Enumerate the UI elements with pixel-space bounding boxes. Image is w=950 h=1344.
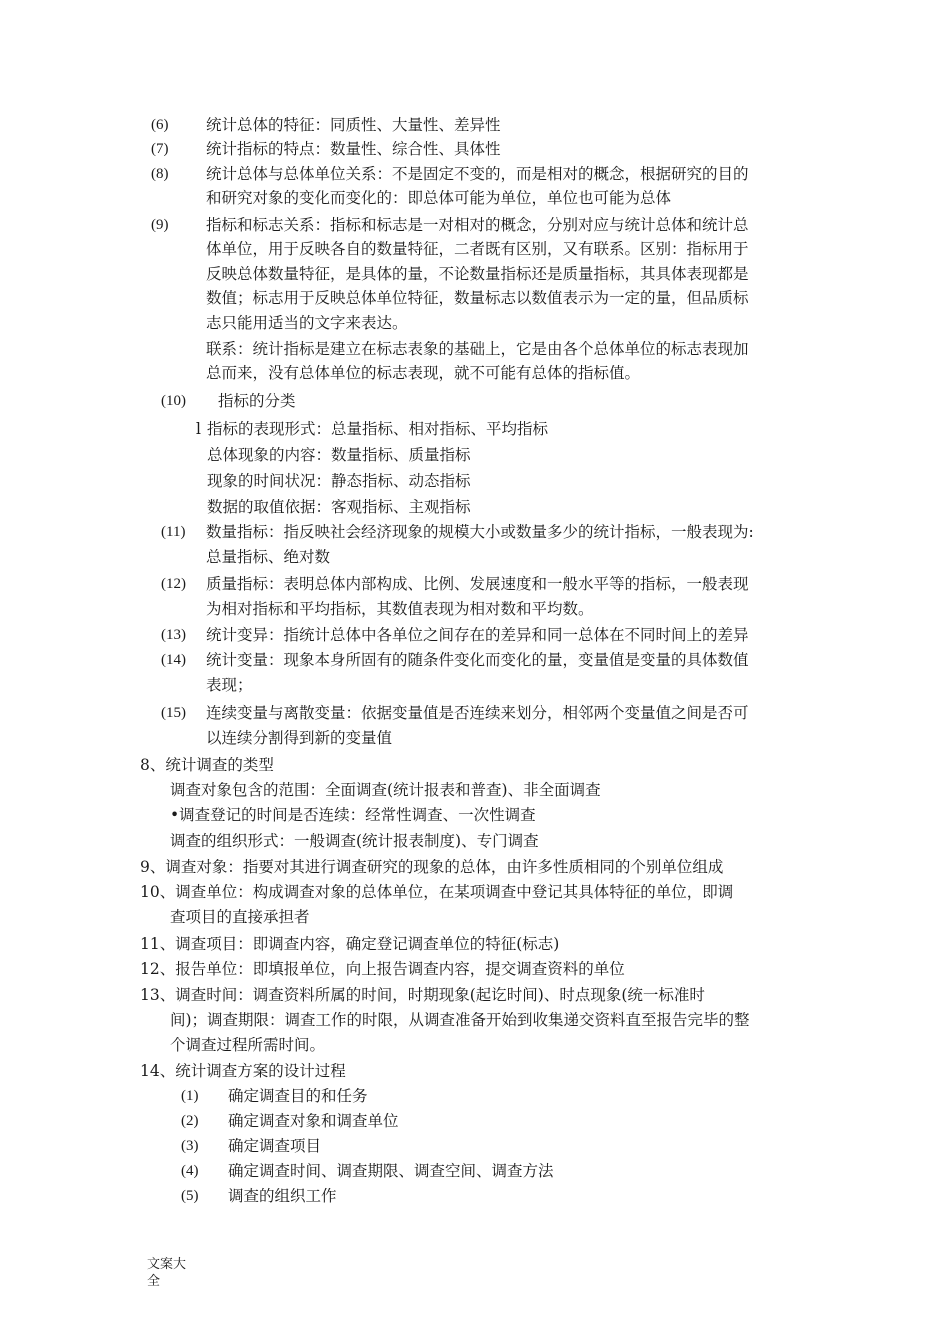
item-text-line: 统计总体与总体单位关系：不是固定不变的，而是相对的概念，根据研究的目的 — [206, 165, 749, 183]
step-text: 确定调查目的和任务 — [228, 1087, 368, 1105]
item-title: 指标的分类 — [218, 392, 296, 410]
step-number: (1) — [181, 1088, 199, 1104]
item-number: (13) — [161, 627, 186, 643]
item-text-line: 统计变量：现象本身所固有的随条件变化而变化的量，变量值是变量的具体数值 — [206, 651, 749, 669]
item-number: (12) — [161, 576, 186, 592]
section-heading: 9、调查对象：指要对其进行调查研究的现象的总体，由许多性质相同的个别单位组成 — [140, 858, 724, 876]
item-text-line: 质量指标：表明总体内部构成、比例、发展速度和一般水平等的指标，一般表现 — [206, 575, 749, 593]
item-number: (10) — [161, 393, 186, 409]
item-text-line: 连续变量与离散变量：依据变量值是否连续来划分，相邻两个变量值之间是否可 — [206, 704, 749, 722]
item-number: (7) — [151, 141, 169, 157]
item-number: (11) — [161, 524, 186, 540]
item-number: (6) — [151, 117, 169, 133]
item-number: (8) — [151, 166, 169, 182]
section-text-line: 查项目的直接承担者 — [170, 908, 310, 926]
item-text-line: 统计变异：指统计总体中各单位之间存在的差异和同一总体在不同时间上的差异 — [206, 626, 749, 644]
step-text: 确定调查项目 — [228, 1137, 322, 1155]
section-heading: 8、统计调查的类型 — [140, 756, 274, 774]
item-text-line: 统计指标的特点：数量性、综合性、具体性 — [206, 140, 501, 158]
section-heading: 14、统计调查方案的设计过程 — [140, 1062, 346, 1080]
item-text-line: 反映总体数量特征，是具体的量，不论数量指标还是质量指标，其具体表现都是 — [206, 264, 749, 283]
footer-text: 全 — [147, 1274, 161, 1289]
section-heading: 11、调查项目：即调查内容，确定登记调查单位的特征(标志) — [140, 935, 560, 953]
item-text-line: 数量指标：指反映社会经济现象的规模大小或数量多少的统计指标，一般表现为: — [206, 523, 754, 541]
classification-line: 数据的取值依据：客观指标、主观指标 — [207, 498, 471, 516]
survey-type-line: •调查登记的时间是否连续：经常性调查、一次性调查 — [170, 806, 536, 824]
section-heading: 12、报告单位：即填报单位，向上报告调查内容，提交调查资料的单位 — [140, 960, 625, 978]
classification-line: 现象的时间状况：静态指标、动态指标 — [207, 472, 471, 490]
step-text: 确定调查对象和调查单位 — [228, 1112, 399, 1130]
survey-type-line: 调查对象包含的范围：全面调查(统计报表和普查)、非全面调查 — [170, 781, 601, 799]
section-text-line: 个调查过程所需时间。 — [170, 1036, 326, 1054]
classification-line: 总体现象的内容：数量指标、质量指标 — [207, 446, 471, 464]
step-text: 确定调查时间、调查期限、调查空间、调查方法 — [228, 1162, 554, 1180]
step-number: (4) — [181, 1163, 199, 1179]
item-text-line: 数值；标志用于反映总体单位特征，数量标志以数值表示为一定的量，但品质标 — [206, 289, 749, 308]
list-bullet-marker: l — [196, 420, 201, 438]
item-text-line: 表现； — [206, 676, 253, 694]
item-text-line: 志只能用适当的文字来表达。 — [206, 313, 408, 332]
item-text-line: 体单位，用于反映各自的数量特征，二者既有区别，又有联系。区别：指标用于 — [206, 240, 749, 259]
step-number: (5) — [181, 1188, 199, 1204]
item-number: (15) — [161, 705, 186, 721]
survey-type-line: 调查的组织形式：一般调查(统计报表制度)、专门调查 — [170, 832, 539, 850]
footer-text: 文案大 — [147, 1257, 187, 1272]
step-number: (3) — [181, 1138, 199, 1154]
item-text-line: 指标和标志关系：指标和标志是一对相对的概念，分别对应与统计总体和统计总 — [206, 216, 749, 234]
item-number: (9) — [151, 217, 169, 233]
section-heading: 10、调查单位：构成调查对象的总体单位，在某项调查中登记其具体特征的单位，即调 — [140, 883, 734, 901]
classification-line: 指标的表现形式：总量指标、相对指标、平均指标 — [207, 420, 549, 438]
section-text-line: 间)；调查期限：调查工作的时限，从调查准备开始到收集递交资料直至报告完毕的整 — [170, 1011, 750, 1029]
step-number: (2) — [181, 1113, 199, 1129]
item-text-line: 以连续分割得到新的变量值 — [206, 729, 393, 747]
section-heading: 13、调查时间：调查资料所属的时间，时期现象(起讫时间)、时点现象(统一标准时 — [140, 986, 705, 1004]
item-text-line: 总量指标、绝对数 — [206, 548, 331, 566]
item-text-line: 总而来，没有总体单位的标志表现，就不可能有总体的指标值。 — [206, 364, 641, 383]
item-number: (14) — [161, 652, 186, 668]
item-text-line: 统计总体的特征：同质性、大量性、差异性 — [206, 116, 501, 134]
item-text-line: 和研究对象的变化而变化的：即总体可能为单位，单位也可能为总体 — [206, 189, 672, 208]
item-text-line: 为相对指标和平均指标，其数值表现为相对数和平均数。 — [206, 600, 594, 618]
step-text: 调查的组织工作 — [228, 1187, 337, 1205]
item-text-line: 联系：统计指标是建立在标志表象的基础上，它是由各个总体单位的标志表现加 — [206, 340, 749, 358]
